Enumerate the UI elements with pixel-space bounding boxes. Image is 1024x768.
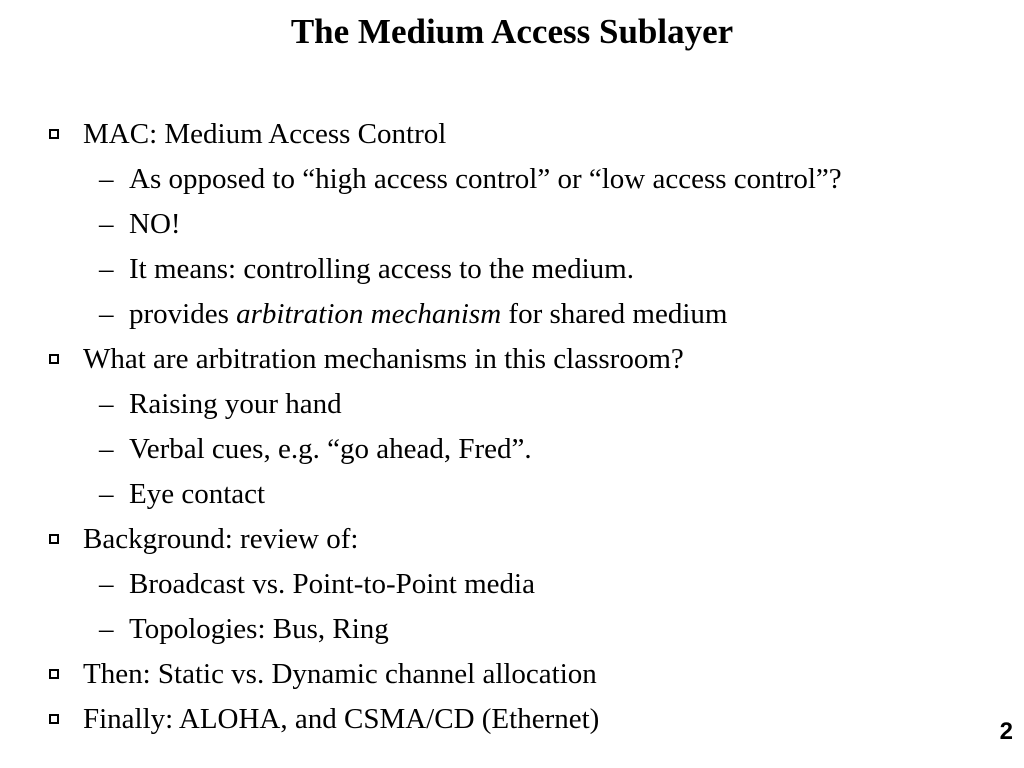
- sub-bullet-item: [99, 566, 535, 602]
- sub-bullet-item: [99, 251, 634, 287]
- dash-bullet-icon: –: [99, 163, 114, 195]
- bullet-item: [83, 656, 597, 692]
- checkbox-bullet-icon: [49, 669, 59, 679]
- sub-bullet-text-post: for shared medium: [501, 298, 728, 330]
- bullet-item: [83, 341, 684, 377]
- sub-bullet-text: NO!: [129, 208, 181, 240]
- sub-bullet-item: [99, 296, 728, 332]
- sub-bullet-text: Raising your hand: [129, 388, 342, 420]
- bullet-text: MAC: Medium Access Control: [83, 118, 447, 150]
- bullet-item: [83, 116, 446, 152]
- sub-bullet-text-pre: provides: [129, 298, 237, 330]
- bullet-item: [83, 701, 599, 737]
- sub-bullet-text: Topologies: Bus, Ring: [129, 613, 389, 645]
- sub-bullet-item: [99, 476, 266, 512]
- bullet-text: Then: Static vs. Dynamic channel allocation: [83, 658, 597, 690]
- sub-bullet-item: [99, 386, 342, 422]
- sub-bullet-text: Verbal cues, e.g. “go ahead, Fred”.: [129, 433, 532, 465]
- checkbox-bullet-icon: [49, 129, 59, 139]
- checkbox-bullet-icon: [49, 534, 59, 544]
- dash-bullet-icon: –: [99, 208, 114, 240]
- dash-bullet-icon: –: [99, 253, 114, 285]
- bullet-text: Finally: ALOHA, and CSMA/CD (Ethernet): [83, 703, 600, 735]
- sub-bullet-item: [99, 611, 389, 647]
- checkbox-bullet-icon: [49, 354, 59, 364]
- slide-title: The Medium Access Sublayer: [290, 12, 734, 51]
- sub-bullet-text: As opposed to “high access control” or “low access control”?: [129, 163, 842, 195]
- sub-bullet-item: [99, 431, 532, 467]
- dash-bullet-icon: –: [99, 613, 114, 645]
- sub-bullet-item: [99, 161, 842, 197]
- page-number: 2: [999, 718, 1013, 745]
- emphasis-text: arbitration mechanism: [236, 298, 502, 330]
- bullet-text: What are arbitration mechanisms in this classroom?: [83, 343, 684, 375]
- dash-bullet-icon: –: [99, 478, 114, 510]
- dash-bullet-icon: –: [99, 388, 114, 420]
- sub-bullet-item: [99, 206, 181, 242]
- dash-bullet-icon: –: [99, 298, 114, 330]
- bullet-text: Background: review of:: [83, 523, 359, 555]
- bullet-item: [83, 521, 358, 557]
- checkbox-bullet-icon: [49, 714, 59, 724]
- dash-bullet-icon: –: [99, 433, 114, 465]
- sub-bullet-text: It means: controlling access to the medium.: [129, 253, 634, 285]
- sub-bullet-text: Broadcast vs. Point-to-Point media: [129, 568, 535, 600]
- sub-bullet-text: Eye contact: [129, 478, 266, 510]
- dash-bullet-icon: –: [99, 568, 114, 600]
